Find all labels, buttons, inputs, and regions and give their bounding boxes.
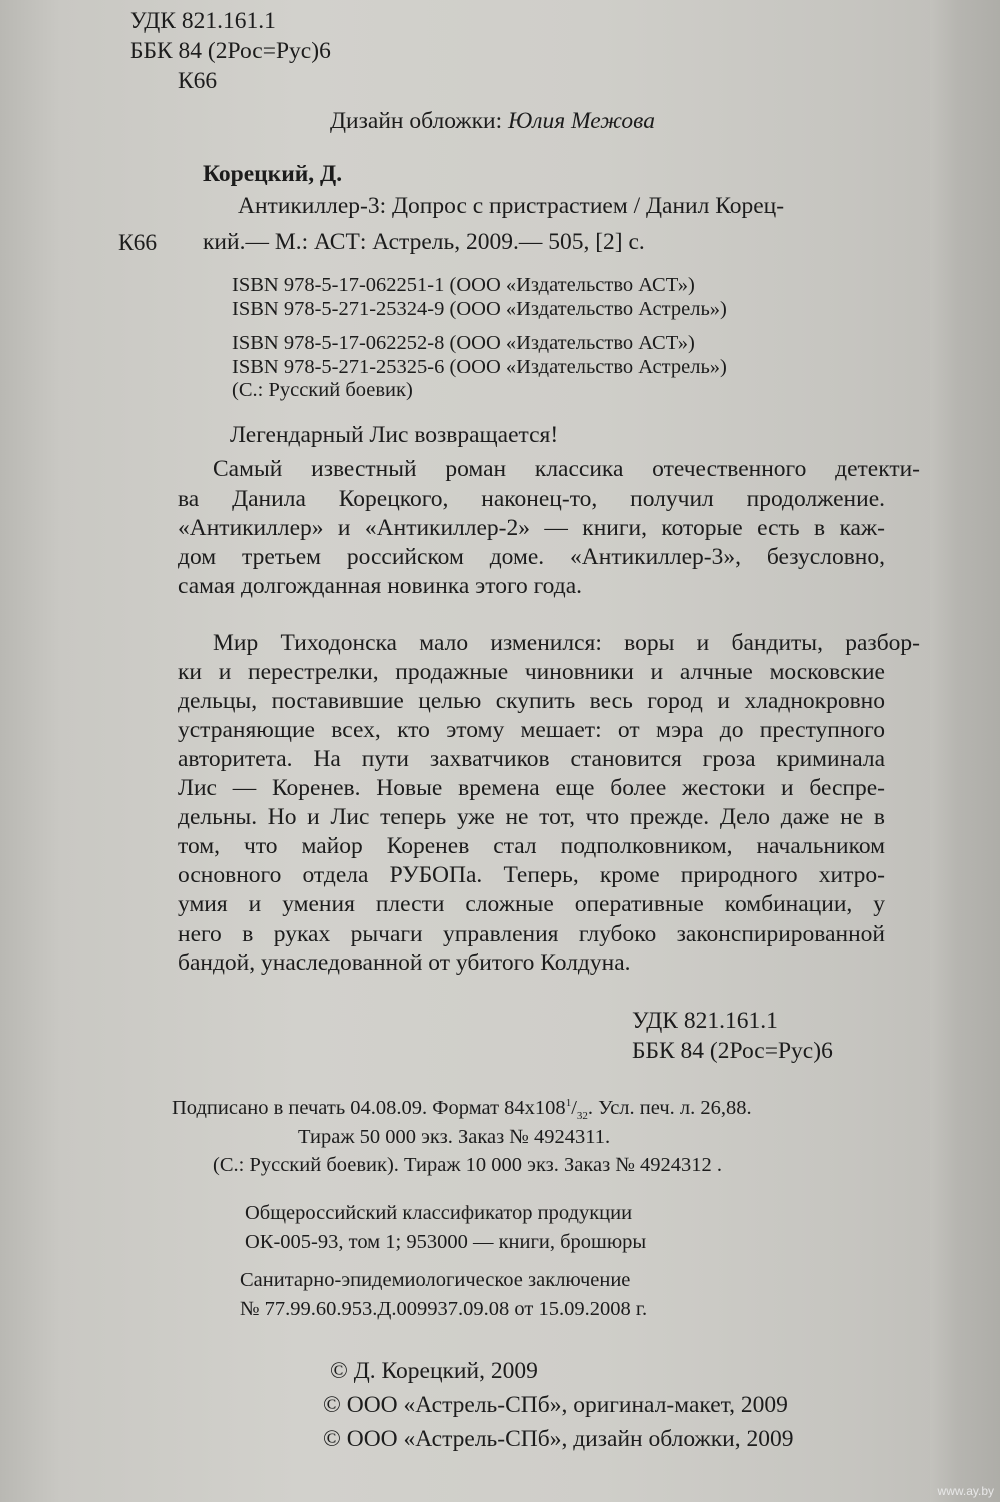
page-edge (930, 0, 1000, 1502)
classifier-line-2: ОК-005-93, том 1; 953000 — книги, брошюры (245, 1231, 647, 1253)
isbn-line: ISBN 978-5-271-25324-9 (ООО «Издательство Астрель») (232, 298, 727, 320)
print-info-line-2: Тираж 50 000 экз. Заказ № 4924311. (298, 1126, 611, 1148)
copyright-line: © ООО «Астрель-СПб», дизайн обложки, 2009 (323, 1426, 794, 1452)
annotation-line: дельцы, поставившие целью скупить весь город и хладнокровно (178, 688, 885, 714)
sanitary-line-1: Санитарно-эпидемиологическое заключение (240, 1269, 631, 1291)
annotation-line: устраняющие всех, кто этому мешает: от мэра до преступного (178, 717, 885, 743)
annotation-line: «Антикиллер» и «Антикиллер-2» — книги, которые есть в каж- (178, 515, 885, 541)
annotation-line: умия и умения плести сложные оперативные комбинации, у (178, 891, 885, 917)
print-info-line-1: Подписано в печать 04.08.09. Формат $84x108^1/_{32}$. Усл. печ. л. 26,88. (172, 1097, 752, 1123)
author-code-header: К66 (178, 68, 218, 94)
classifier-line-1: Общероссийский классификатор продукции (245, 1202, 633, 1224)
annotation-line: основного отдела РУБОПа. Теперь, кроме природного хитро- (178, 862, 885, 888)
annotation-line: ки и перестрелки, продажные чиновники и алчные московские (178, 659, 885, 685)
udk-classification: УДК 821.161.1 (632, 1008, 778, 1034)
copyright-line: © Д. Корецкий, 2009 (330, 1358, 538, 1384)
annotation-tagline: Легендарный Лис возвращается! (230, 422, 559, 448)
isbn-line: ISBN 978-5-17-062251-1 (ООО «Издательство АСТ») (232, 274, 695, 296)
isbn-line: ISBN 978-5-17-062252-8 (ООО «Издательство АСТ») (232, 332, 695, 354)
annotation-line: том, что майор Коренев стал подполковником, начальником (178, 833, 885, 859)
series-note: (С.: Русский боевик) (232, 379, 413, 401)
sanitary-line-2: № 77.99.60.953.Д.009937.09.08 от 15.09.2008 г. (240, 1298, 648, 1320)
annotation-line: авторитета. На пути захватчиков становится гроза криминала (178, 746, 885, 772)
annotation-line: ва Данила Корецкого, наконец-то, получил продолжение. (178, 486, 885, 512)
bibliography-line-1: Антикиллер-3: Допрос с пристрастием / Данил Корец- (238, 193, 785, 219)
cover-design-line (330, 110, 655, 134)
print-sheets: . Усл. печ. л. 26,88. (587, 1097, 752, 1119)
author-name: Корецкий, Д. (203, 161, 343, 187)
format-fraction-den: 32 (576, 1110, 588, 1123)
bbk-classification: ББК 84 (2Рос=Рус)6 (632, 1038, 833, 1064)
annotation-line: Самый известный роман классика отечественного детекти- (213, 456, 920, 482)
cover-design-label: Дизайн обложки: (330, 108, 503, 134)
annotation-line: Мир Тиходонска мало изменился: воры и бандиты, разбор- (213, 630, 920, 656)
isbn-line: ISBN 978-5-271-25325-6 (ООО «Издательство Астрель») (232, 356, 727, 378)
format-fraction-num: 1 (565, 1097, 572, 1110)
annotation-line: самая долгожданная новинка этого года. (178, 573, 583, 599)
bibliography-line-2: кий.— М.: АСТ: Астрель, 2009.— 505, [2] с. (203, 229, 645, 255)
copyright-line: © ООО «Астрель-СПб», оригинал-макет, 2009 (323, 1392, 788, 1418)
annotation-line: дельны. Но и Лис теперь уже не тот, что прежде. Дело даже не в (178, 804, 885, 830)
annotation-line: бандой, унаследованной от убитого Колдуна. (178, 950, 631, 976)
print-format: Подписано в печать 04.08.09. Формат 84x108 (172, 1097, 566, 1119)
watermark: www.ay.by (937, 1484, 994, 1498)
annotation-line: дом третьем российском доме. «Антикиллер-3», безусловно, (178, 544, 885, 570)
bbk-header: ББК 84 (2Рос=Рус)6 (130, 38, 331, 64)
annotation-line: Лис — Коренев. Новые времена еще более жестоки и беспре- (178, 775, 885, 801)
cover-designer-name: Юлия Межова (508, 108, 655, 134)
annotation-line: него в руках рычаги управления глубоко законспирированной (178, 921, 885, 947)
bibliography-side-code: К66 (118, 230, 158, 256)
udk-header: УДК 821.161.1 (130, 8, 276, 34)
print-info-line-3: (С.: Русский боевик). Тираж 10 000 экз. Заказ № 4924312 . (213, 1154, 723, 1176)
